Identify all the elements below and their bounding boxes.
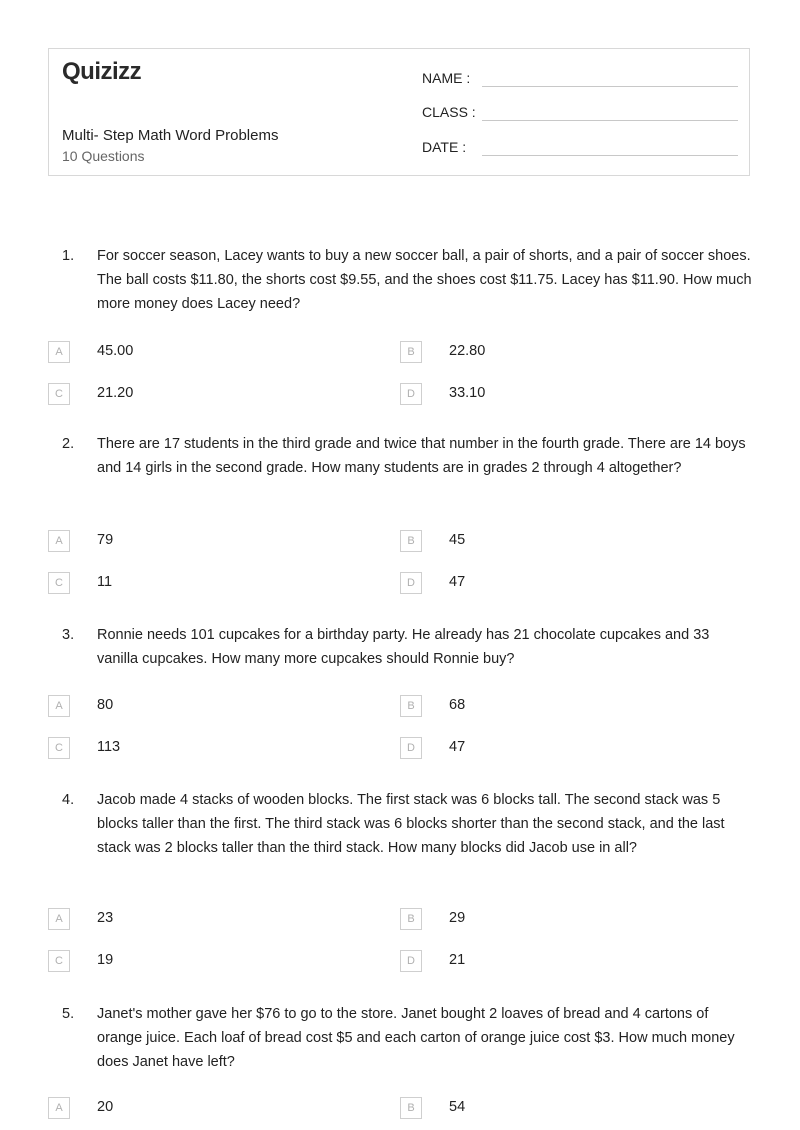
option-value: 68: [449, 697, 466, 713]
option-value: 19: [97, 952, 114, 968]
question-text: Jacob made 4 stacks of wooden blocks. The first stack was 6 blocks tall. The second stack was 5 blocks taller than the first. The third stack was 6 blocks shorter than the second stack, and the last stack was 2 blocks taller than the third stack. How many blocks did Jacob use in all?: [97, 792, 725, 856]
name-line: [482, 86, 738, 87]
date-line: [482, 155, 738, 156]
option-letter-box: B: [400, 1097, 422, 1119]
option-letter-box: D: [400, 737, 422, 759]
option-value: 47: [449, 739, 466, 755]
option-letter-box: B: [400, 908, 422, 930]
option-letter-box: A: [48, 1097, 70, 1119]
class-field: [422, 104, 476, 124]
option-letter-box: D: [400, 572, 422, 594]
question-text: There are 17 students in the third grade and twice that number in the fourth grade. There are 14 boys and 14 girls in the second grade. How many students are in grades 2 through 4 altogether?: [97, 436, 746, 476]
option-letter-box: B: [400, 695, 422, 717]
date-label: DATE :: [422, 139, 467, 155]
option-value: 47: [449, 574, 466, 590]
question-text: Janet's mother gave her $76 to go to the store. Janet bought 2 loaves of bread and 4 cartons of orange juice. Each loaf of bread cost $5 and each carton of orange juice cost $3. How much money does Janet have left?: [97, 1006, 735, 1070]
option-value: 20: [97, 1099, 114, 1115]
option-letter-box: C: [48, 737, 70, 759]
option-letter-box: D: [400, 950, 422, 972]
option-value: 21.20: [97, 385, 134, 401]
option-letter-box: C: [48, 950, 70, 972]
date-field: [422, 139, 466, 159]
option-value: 113: [97, 739, 121, 755]
option-value: 29: [449, 910, 466, 926]
worksheet-title: Multi- Step Math Word Problems: [62, 127, 279, 144]
option-value: 33.10: [449, 385, 486, 401]
worksheet-header: [48, 48, 750, 176]
class-line: [482, 120, 738, 121]
question-text: For soccer season, Lacey wants to buy a new soccer ball, a pair of shorts, and a pair of soccer shoes. The ball costs $11.80, the shorts cost $9.55, and the shoes cost $11.75. Lacey has $11.90. How much more money does Lacey need?: [97, 248, 752, 312]
name-field: [422, 70, 470, 90]
option-value: 45.00: [97, 343, 134, 359]
option-letter-box: C: [48, 572, 70, 594]
question-text: Ronnie needs 101 cupcakes for a birthday party. He already has 21 chocolate cupcakes and 33 vanilla cupcakes. How many more cupcakes should Ronnie buy?: [97, 627, 710, 667]
name-label: NAME :: [422, 70, 471, 86]
question-number: 3.: [62, 627, 75, 643]
class-label: CLASS :: [422, 104, 476, 120]
option-value: 79: [97, 532, 114, 548]
question-number: 5.: [62, 1006, 75, 1022]
question-number: 2.: [62, 436, 75, 452]
option-value: 54: [449, 1099, 466, 1115]
option-letter-box: D: [400, 383, 422, 405]
option-value: 11: [97, 574, 113, 590]
option-letter-box: A: [48, 341, 70, 363]
option-value: 21: [449, 952, 466, 968]
option-letter-box: B: [400, 530, 422, 552]
option-letter-box: A: [48, 695, 70, 717]
option-letter-box: B: [400, 341, 422, 363]
option-letter-box: A: [48, 530, 70, 552]
option-value: 22.80: [449, 343, 486, 359]
option-value: 45: [449, 532, 466, 548]
quizizz-logo: Quizizz: [62, 58, 142, 85]
question-number: 4.: [62, 792, 75, 808]
option-value: 23: [97, 910, 114, 926]
option-letter-box: A: [48, 908, 70, 930]
option-value: 80: [97, 697, 114, 713]
question-number: 1.: [62, 248, 75, 264]
option-letter-box: C: [48, 383, 70, 405]
question-count: 10 Questions: [62, 148, 145, 164]
